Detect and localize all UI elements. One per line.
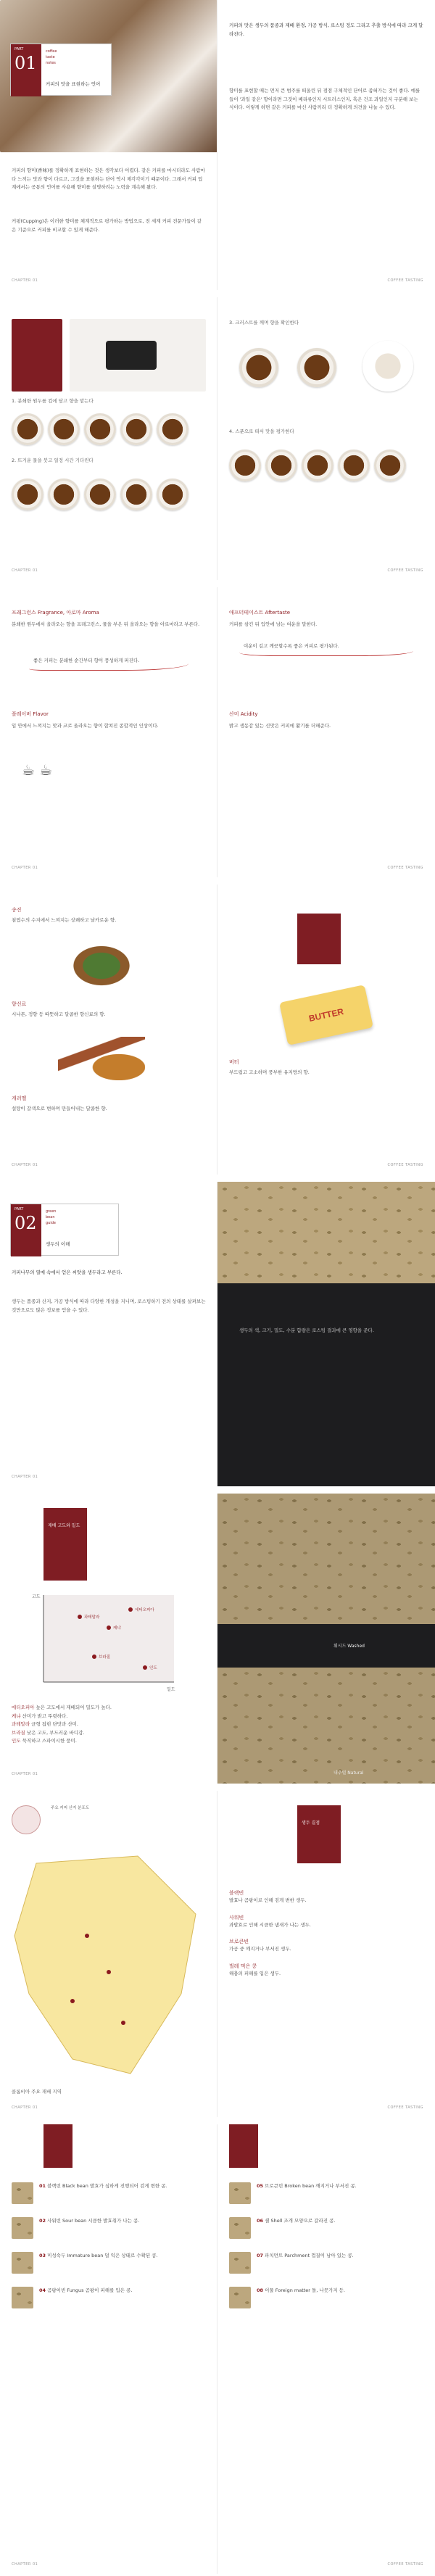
body-text: 부드럽고 고소하며 풍부한 유지방의 향.	[229, 1069, 310, 1075]
spread-chapter-1	[0, 0, 435, 290]
beans-on-dark-photo	[218, 1494, 435, 1784]
page-cupping-left	[0, 297, 218, 580]
body-text: 커피의 향미(香味)를 정확하게 표현하는 것은 생각보다 어렵다. 같은 커피를 마시더라도 사람마다 느끼는 맛과 향이 다르고, 그것을 표현하는 단어 역시 제각각이기 때문이다. 그래서 커피 업계에서는 공통의 언어를 사용해 향미를 설명하려는 노력을 계속해 왔다.	[12, 167, 205, 190]
page-aroma-left	[0, 587, 218, 877]
chapter-title: 커피의 맛을 표현하는 언어	[46, 81, 101, 87]
chapter-number: 02	[14, 1213, 37, 1233]
body-text: 침엽수의 수지에서 느껴지는 상쾌하고 날카로운 향.	[12, 917, 117, 923]
region-dot	[85, 1934, 89, 1938]
page-spices-left	[0, 885, 218, 1175]
spread-aroma	[0, 587, 435, 877]
folio: CHAPTER 01	[12, 278, 38, 283]
page-map-left	[0, 1791, 218, 2117]
lead-text: 커피의 맛은 생두의 품종과 재배 환경, 가공 방식, 로스팅 정도 그리고 추출 방식에 따라 크게 달라진다.	[229, 22, 423, 37]
chapter-number-block	[11, 1204, 41, 1256]
quote-bubble	[29, 653, 188, 671]
page-defects-left	[0, 2124, 218, 2574]
cinnamon-illustration	[58, 1037, 145, 1080]
quote-text: 여운이 길고 깨끗할수록 좋은 커피로 평가된다.	[244, 643, 339, 649]
country-shape	[14, 1856, 196, 2074]
spread-cupping	[0, 297, 435, 580]
list-item: 02 사워빈 Sour bean 시큼한 발효취가 나는 콩.	[12, 2217, 206, 2239]
green-beans-photo	[218, 1182, 435, 1283]
x-axis-label: 밀도	[167, 1687, 175, 1692]
spread-map	[0, 1791, 435, 2117]
chart-point	[143, 1665, 147, 1670]
folio: COFFEE TASTING	[387, 2105, 423, 2110]
section-tab	[44, 1508, 87, 1581]
page-spices-right	[218, 885, 435, 1175]
step-caption: 1. 분쇄한 원두를 컵에 담고 향을 맡는다	[12, 398, 94, 404]
butter-label: BUTTER	[307, 1006, 345, 1024]
part-label: PART	[14, 47, 24, 51]
part-label: PART	[14, 1207, 24, 1212]
body-text: 시나몬, 정향 등 따뜻하고 달콤한 향신료의 향.	[12, 1011, 106, 1017]
tag-line: guide	[46, 1221, 56, 1225]
quote-bubble	[239, 638, 413, 656]
altitude-density-chart	[29, 1588, 188, 1697]
region-dot	[70, 1999, 75, 2003]
spread-defects	[0, 2124, 435, 2574]
folio: CHAPTER 01	[12, 2105, 38, 2110]
map-inset	[12, 1805, 41, 1834]
body-text: 입 안에서 느껴지는 맛과 코로 올라오는 향이 합쳐진 종합적인 인상이다.	[12, 723, 159, 729]
folio: COFFEE TASTING	[387, 2562, 423, 2567]
section-heading: 산미 Acidity	[229, 711, 258, 717]
pine-illustration	[58, 935, 145, 986]
section-tab	[44, 2124, 72, 2168]
cup-doodle-icon: ☕ ☕	[22, 761, 53, 779]
body-text: 밝고 생동감 있는 신맛은 커피에 활기를 더해준다.	[229, 723, 331, 729]
section-heading: 플레이버 Flavor	[12, 711, 49, 717]
section-heading: 프래그런스 Fragrance, 아로마 Aroma	[12, 610, 99, 616]
point-label: 케냐	[113, 1626, 121, 1631]
flavor-label: 버터	[229, 1059, 239, 1065]
spread-spices	[0, 885, 435, 1175]
map-caption: 콜롬비아 주요 재배 지역	[12, 2089, 62, 2095]
point-label: 과테말라	[84, 1615, 100, 1620]
chapter-title: 생두의 이해	[46, 1241, 70, 1247]
list-item: 05 브로큰빈 Broken bean 깨지거나 부서진 콩.	[229, 2182, 423, 2204]
flavor-label: 향신료	[12, 1001, 27, 1007]
colombia-map	[7, 1849, 210, 2081]
page-chapter-2-left	[0, 1182, 218, 1486]
page-chart-left	[0, 1494, 218, 1784]
step-caption: 4. 스푼으로 떠서 맛을 평가한다	[229, 428, 294, 434]
lead-text: 커피나무의 열매 속에서 얻은 씨앗을 생두라고 부른다.	[12, 1270, 123, 1275]
flavor-label: 캐러멜	[12, 1096, 27, 1101]
region-dot	[121, 2021, 125, 2025]
folio: CHAPTER 01	[12, 1475, 38, 1479]
quote-text: 좋은 커피는 분쇄한 순간부터 향이 풍성하게 퍼진다.	[33, 658, 140, 663]
photo-caption: 워시드 Washed	[334, 1644, 365, 1649]
y-axis-label: 고도	[32, 1594, 41, 1599]
tag-line: notes	[46, 61, 56, 65]
body-text: 커피를 삼킨 뒤 입안에 남는 여운을 말한다.	[229, 621, 318, 627]
defect-sections: 블랙빈 발효나 곰팡이로 인해 검게 변한 생두. 사워빈 과발효로 인해 시큼한 냄새가 나는 생두. 브로큰빈 가공 중 깨지거나 부서진 생두. 벌레 먹은 콩 해충의 피해를 입은 생두.	[229, 1890, 311, 1976]
step-caption: 2. 뜨거운 물을 붓고 일정 시간 기다린다	[12, 457, 94, 463]
chapter-number: 01	[14, 53, 37, 73]
folio: CHAPTER 01	[12, 1772, 38, 1776]
flavor-label: 송진	[12, 907, 22, 913]
defect-list	[229, 2182, 423, 2322]
section-tab	[297, 1805, 341, 1863]
folio: CHAPTER 01	[12, 1163, 38, 1167]
chapter-tags	[46, 1209, 56, 1226]
list-item: 06 셸 Shell 조개 모양으로 갈라진 콩.	[229, 2217, 423, 2239]
section-heading: 애프터테이스트 Aftertaste	[229, 610, 291, 616]
chapter-title-box	[10, 44, 112, 96]
chart-legend: 에티오피아 높은 고도에서 재배되어 밀도가 높다. 케냐 산미가 밝고 뚜렷하다. 과테말라 균형 잡힌 단맛과 산미. 브라질 낮은 고도, 부드러운 바디감. 인도 묵직하고 스파이시한 풍미.	[12, 1705, 112, 1744]
chart-point	[107, 1625, 111, 1630]
chart-point	[128, 1607, 133, 1612]
photo-caption: 내추럴 Natural	[334, 1771, 364, 1776]
scale-device	[106, 341, 157, 370]
dark-text: 생두의 색, 크기, 밀도, 수분 함량은 로스팅 결과에 큰 영향을 준다.	[239, 1328, 374, 1333]
side-title: 재배 고도와 밀도	[48, 1523, 80, 1528]
chapter-tags	[46, 49, 57, 66]
scale-photo	[70, 319, 206, 392]
tag-line: green	[46, 1209, 57, 1214]
step-caption: 3. 크러스트를 깨며 향을 확인한다	[229, 320, 299, 326]
tag-line: taste	[46, 55, 55, 59]
folio: CHAPTER 01	[12, 568, 38, 573]
body-text: 향미를 표현할 때는 먼저 큰 범주를 떠올린 뒤 점점 구체적인 단어로 좁혀가는 것이 좋다. 예를 들어 '과일 같은' 향이라면 그것이 베리류인지 시트러스인지, 혹은 건조 과일인지 구분해 보는 식이다. 이렇게 하면 같은 커피를 마신 사람끼리 더 정확하게 의견을 나눌 수 있다.	[229, 88, 420, 110]
list-item: 01 블랙빈 Black bean 발효가 심하게 진행되어 검게 변한 콩.	[12, 2182, 206, 2204]
tag-line: bean	[46, 1215, 55, 1219]
list-item: 03 미성숙두 Immature bean 덜 익은 상태로 수확된 콩.	[12, 2252, 206, 2274]
page-chapter-1-right	[218, 0, 435, 290]
page-map-right	[218, 1791, 435, 2117]
spread-chapter-2	[0, 1182, 435, 1486]
list-item: 08 이물 Foreign matter 돌, 나뭇가지 등.	[229, 2287, 423, 2308]
page-defects-right	[218, 2124, 435, 2574]
region-dot	[107, 1970, 111, 1974]
page-chart-right	[218, 1494, 435, 1784]
page-chapter-1-left	[0, 0, 218, 290]
folio: CHAPTER 01	[12, 866, 38, 870]
page-chapter-2-right	[218, 1182, 435, 1486]
folio: COFFEE TASTING	[387, 568, 423, 573]
folio: COFFEE TASTING	[387, 866, 423, 870]
tag-line: coffee	[46, 49, 57, 54]
body-text: 커핑(Cupping)은 이러한 향미를 체계적으로 평가하는 방법으로, 전 세계 커피 전문가들이 같은 기준으로 커피를 비교할 수 있게 해준다.	[12, 218, 202, 233]
folio: COFFEE TASTING	[387, 278, 423, 283]
chart-point	[78, 1615, 82, 1619]
list-item: 07 파치먼트 Parchment 껍질이 남아 있는 콩.	[229, 2252, 423, 2274]
butter-illustration	[279, 985, 373, 1045]
dark-panel	[218, 1283, 435, 1486]
chapter-number-block	[11, 44, 41, 96]
chapter-title-box	[10, 1204, 119, 1256]
defect-list	[12, 2182, 206, 2322]
side-title: 생두 결점	[302, 1821, 320, 1826]
folio: CHAPTER 01	[12, 2562, 38, 2567]
body-text: 생두는 품종과 산지, 가공 방식에 따라 다양한 개성을 지니며, 로스팅하기 전의 상태를 살펴보는 것만으로도 많은 정보를 얻을 수 있다.	[12, 1299, 206, 1313]
page-cupping-right	[218, 297, 435, 580]
point-label: 에티오피아	[135, 1608, 154, 1612]
body-text: 설탕이 갈색으로 변하며 만들어내는 달콤한 향.	[12, 1106, 107, 1111]
section-tab	[229, 2124, 258, 2168]
chart-point	[92, 1654, 96, 1659]
point-label: 브라질	[99, 1655, 110, 1660]
map-legend: 주요 커피 산지 분포도	[51, 1806, 90, 1810]
spread-chart	[0, 1494, 435, 1784]
red-card-photo	[12, 319, 62, 392]
list-item: 04 곰팡이빈 Fungus 곰팡이 피해를 입은 콩.	[12, 2287, 206, 2308]
body-text: 분쇄한 원두에서 올라오는 향을 프래그런스, 물을 부은 뒤 올라오는 향을 아로마라고 부른다.	[12, 621, 200, 627]
point-label: 인도	[149, 1666, 157, 1670]
page-aroma-right	[218, 587, 435, 877]
folio: COFFEE TASTING	[387, 1163, 423, 1167]
section-tab	[297, 914, 341, 964]
